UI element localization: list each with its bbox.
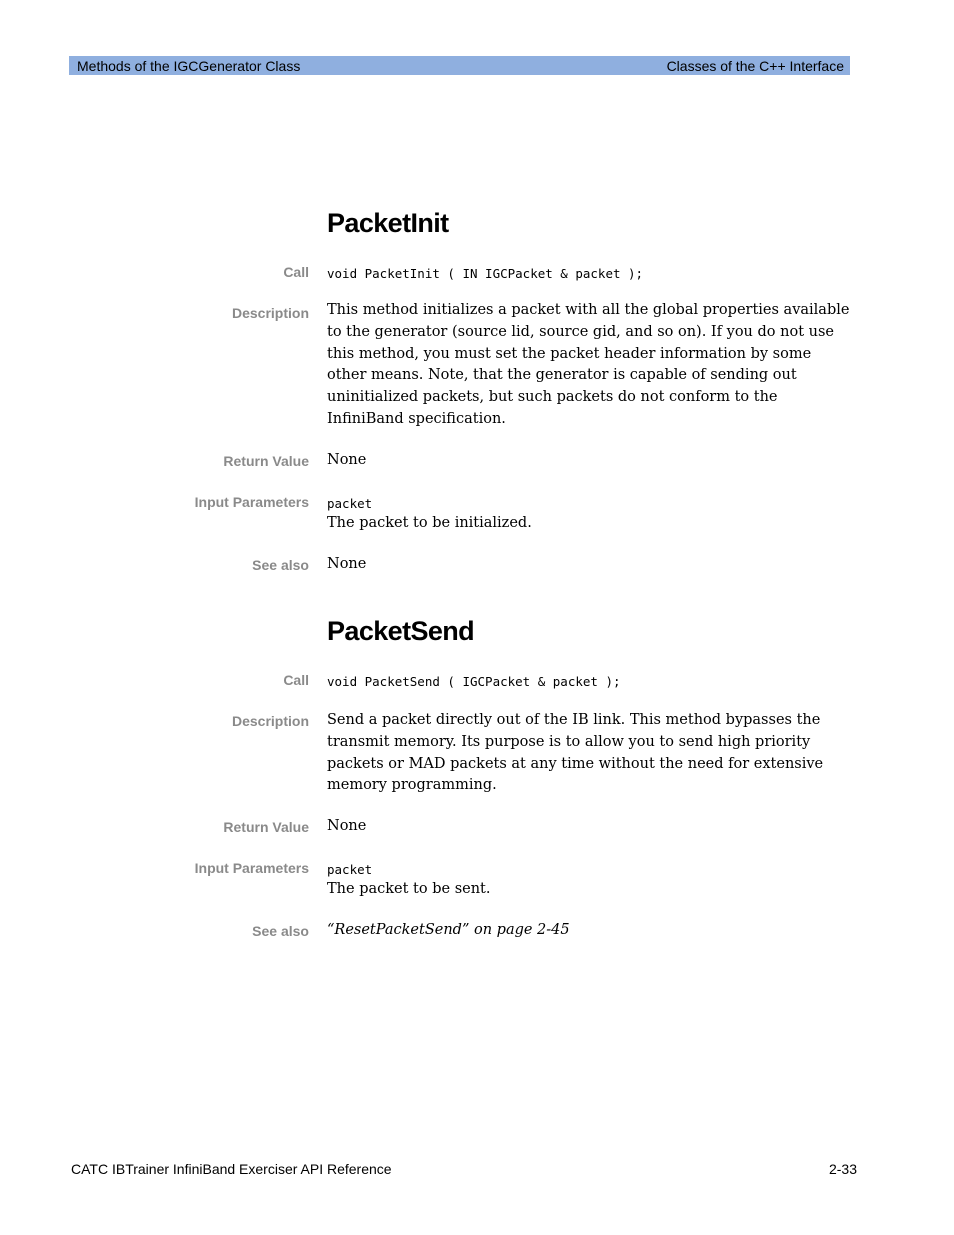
parameter-description: The packet to be initialized.: [327, 515, 532, 531]
see-also-label: See also: [252, 923, 309, 939]
see-also-link[interactable]: “ResetPacketSend” on page 2-45: [327, 922, 570, 938]
call-signature: void PacketSend ( IGCPacket & packet );: [327, 674, 621, 689]
section-title-packetsend: PacketSend: [327, 616, 475, 646]
description-label: Description: [231, 305, 309, 321]
parameter-name: packet: [327, 496, 373, 511]
parameter-description: The packet to be sent.: [327, 881, 491, 897]
call-signature: void PacketInit ( IN IGCPacket & packet );: [327, 266, 644, 281]
see-also-text: None: [327, 556, 367, 572]
footer-page-number: 2-33: [828, 1161, 857, 1177]
input-parameters-label: Input Parameters: [194, 860, 309, 876]
return-value-text: None: [327, 452, 367, 468]
see-also-label: See also: [252, 557, 309, 573]
running-header: [69, 56, 850, 75]
header-chapter-title: Methods of the IGCGenerator Class: [77, 58, 301, 74]
parameter-name: packet: [327, 862, 373, 877]
description-text: This method initializes a packet with all the global properties available to the generator (source lid, source gid, and so on). If you do not use this method, you must set the packet header information by some other means. Note, that the generator is capable of sending out uninitialized packets, but such packets do not conform to the InfiniBand specification.: [327, 302, 850, 427]
footer-document-title: CATC IBTrainer InfiniBand Exerciser API Reference: [71, 1161, 392, 1177]
return-value-label: Return Value: [223, 819, 309, 835]
return-value-text: None: [327, 818, 367, 834]
return-value-label: Return Value: [223, 453, 309, 469]
description-label: Description: [231, 713, 309, 729]
input-parameters-label: Input Parameters: [194, 494, 309, 510]
call-label: Call: [283, 264, 309, 280]
description-text: Send a packet directly out of the IB link. This method bypasses the transmit memory. Its purpose is to allow you to send high priority packets or MAD packets at any time without the need for extensive memory programming.: [327, 712, 824, 794]
section-title-packetinit: PacketInit: [327, 208, 449, 238]
call-label: Call: [283, 672, 309, 688]
header-section-title: Classes of the C++ Interface: [666, 58, 844, 74]
